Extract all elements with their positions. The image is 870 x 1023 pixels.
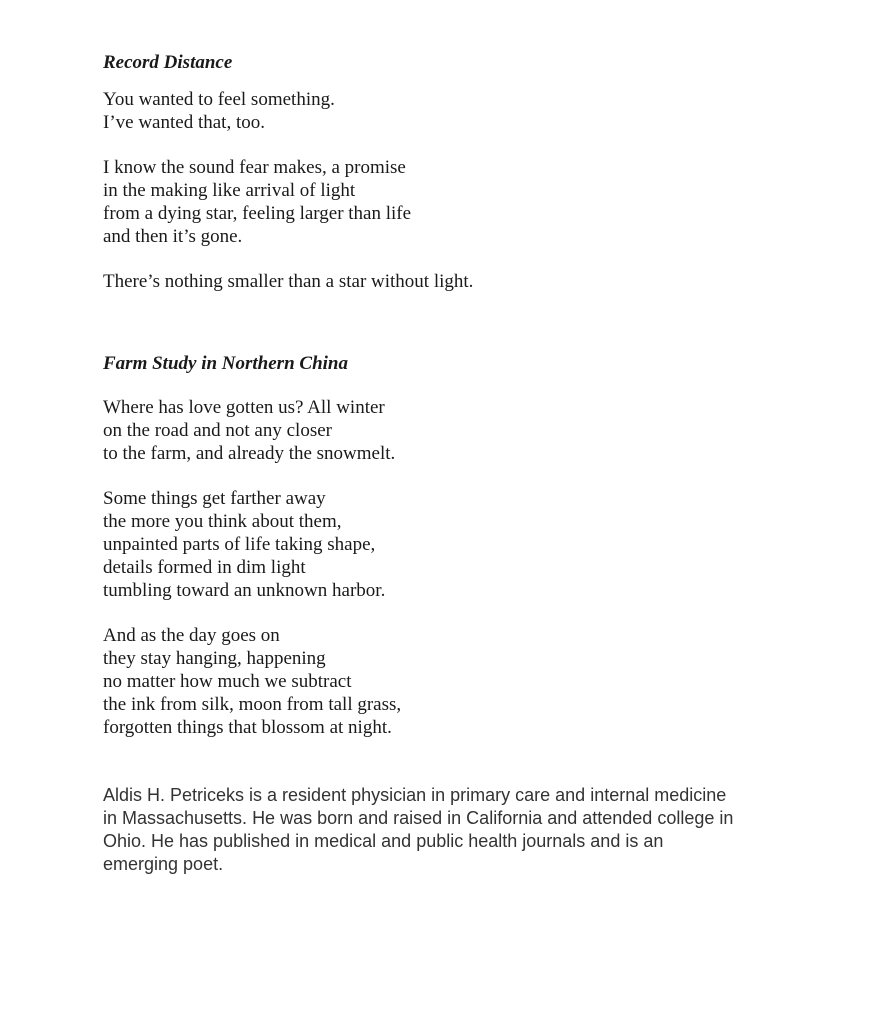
- poem-line: the ink from silk, moon from tall grass,: [103, 694, 402, 715]
- poem-stanza: [103, 156, 803, 248]
- poem-line: And as the day goes on: [103, 625, 280, 646]
- poem-line: I know the sound fear makes, a promise: [103, 157, 406, 178]
- poem-line: There’s nothing smaller than a star without light.: [103, 271, 474, 292]
- poem-line: no matter how much we subtract: [103, 671, 352, 692]
- poem-stanza: [103, 487, 803, 602]
- poem-line: details formed in dim light: [103, 557, 306, 578]
- poem-line: on the road and not any closer: [103, 420, 332, 441]
- poem-line: Where has love gotten us? All winter: [103, 397, 385, 418]
- poem-line: tumbling toward an unknown harbor.: [103, 580, 386, 601]
- poem-line: in the making like arrival of light: [103, 180, 356, 201]
- author-bio: Aldis H. Petriceks is a resident physician in primary care and internal medicine in Massachusetts. He was born and raised in California and attended college in Ohio. He has published in medical and public health journals and is an emerging poet.: [103, 785, 734, 874]
- poem-line: I’ve wanted that, too.: [103, 112, 265, 133]
- poem-stanza: [103, 624, 803, 739]
- poem-line: from a dying star, feeling larger than life: [103, 203, 412, 224]
- poem-line: the more you think about them,: [103, 511, 342, 532]
- poem-title: Record Distance: [103, 52, 233, 73]
- poem-line: unpainted parts of life taking shape,: [103, 534, 376, 555]
- poem-line: Some things get farther away: [103, 488, 326, 509]
- poem-title: Farm Study in Northern China: [103, 353, 348, 374]
- document-page: [103, 0, 803, 894]
- poem-line: and then it’s gone.: [103, 226, 243, 247]
- poem-line: You wanted to feel something.: [103, 89, 335, 110]
- poem-stanza: [103, 270, 803, 293]
- poem-line: they stay hanging, happening: [103, 648, 326, 669]
- poem-line: to the farm, and already the snowmelt.: [103, 443, 396, 464]
- poem-line: forgotten things that blossom at night.: [103, 717, 392, 738]
- poem-stanza: [103, 396, 803, 465]
- poem-stanza: [103, 88, 803, 134]
